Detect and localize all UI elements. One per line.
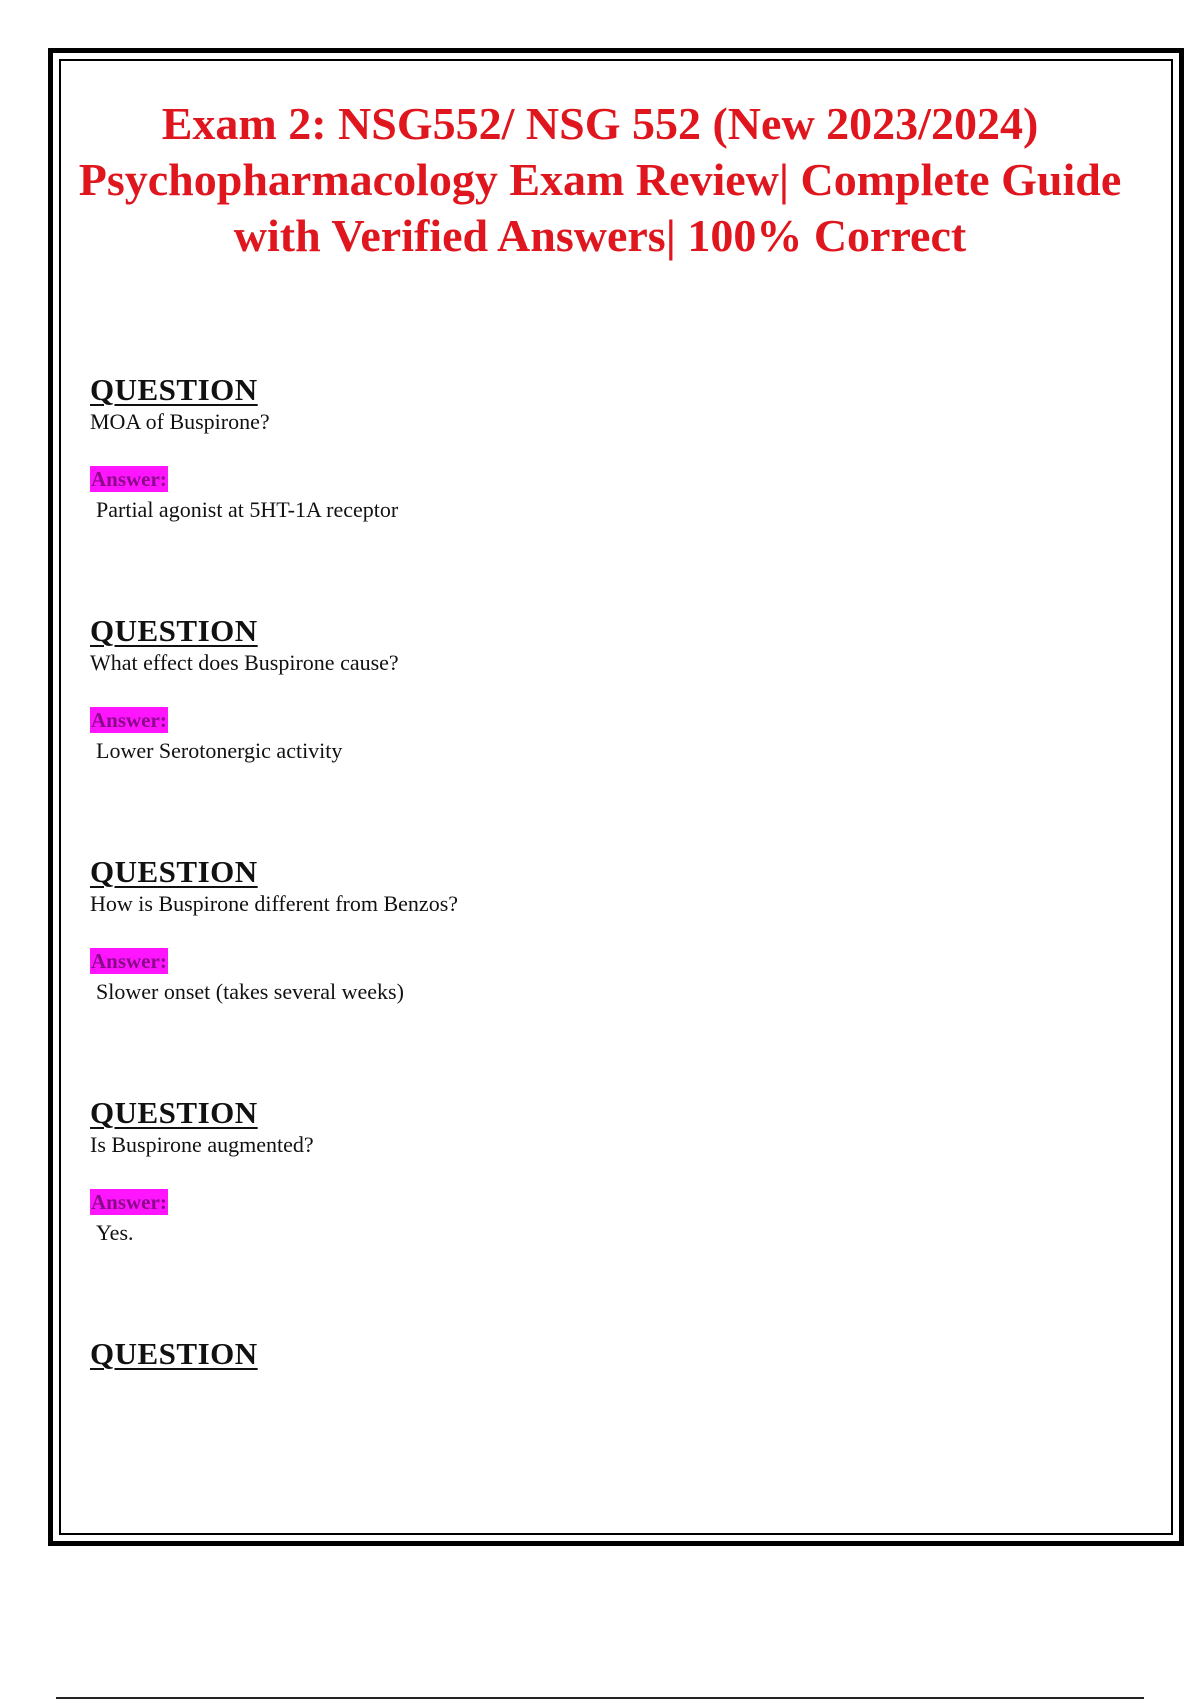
question-text: Is Buspirone augmented?: [90, 1132, 314, 1157]
qa-list: [90, 372, 990, 1577]
answer-label: Answer:: [91, 949, 167, 973]
question-heading: QUESTION: [90, 1095, 258, 1130]
answer-label: Answer:: [91, 708, 167, 732]
question-text: MOA of Buspirone?: [90, 409, 270, 434]
question-heading: QUESTION: [90, 854, 258, 889]
answer-text: Partial agonist at 5HT-1A receptor: [96, 497, 399, 522]
question-heading: QUESTION: [90, 613, 258, 648]
document-title: Exam 2: NSG552/ NSG 552 (New 2023/2024) Psychopharmacology Exam Review| Complete Guide with Verified Answers| 100% Correct: [78, 98, 1122, 261]
answer-text: Slower onset (takes several weeks): [96, 979, 404, 1004]
answer-label: Answer:: [91, 1190, 167, 1214]
footer-divider: [56, 1697, 1144, 1699]
answer-label: Answer:: [91, 467, 167, 491]
answer-text: Lower Serotonergic activity: [96, 738, 343, 763]
qa-item: [90, 372, 990, 613]
question-text: What effect does Buspirone cause?: [90, 650, 399, 675]
qa-item: [90, 1336, 990, 1577]
qa-item: [90, 854, 990, 1095]
question-heading: QUESTION: [90, 1336, 258, 1371]
question-heading: QUESTION: [90, 372, 258, 407]
qa-item: [90, 1095, 990, 1336]
question-text: How is Buspirone different from Benzos?: [90, 891, 459, 916]
answer-text: Yes.: [96, 1220, 134, 1245]
qa-item: [90, 613, 990, 854]
